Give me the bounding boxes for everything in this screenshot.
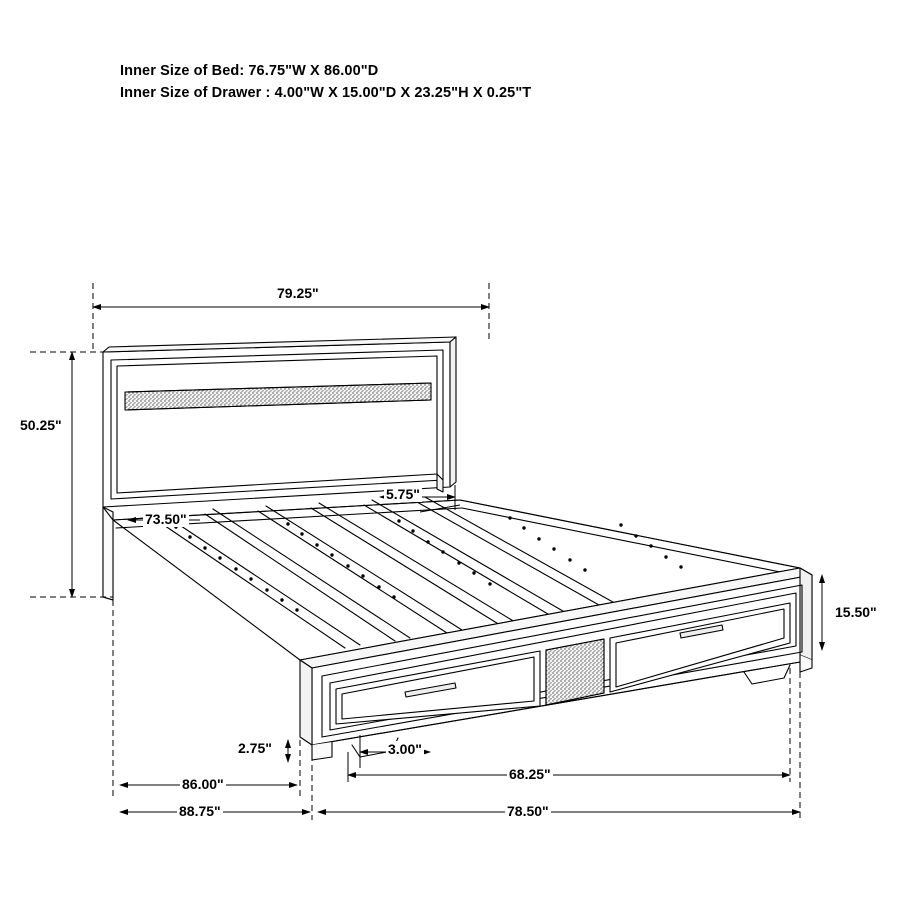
dim-side-rail-bottom: 2.75" bbox=[238, 740, 272, 756]
dim-foot-inner-width: 68.25" bbox=[509, 766, 551, 782]
dim-footboard-height: 15.50" bbox=[835, 604, 877, 620]
dim-headboard-height: 50.25" bbox=[20, 417, 62, 433]
note-bed-inner-size: Inner Size of Bed: 76.75"W X 86.00"D bbox=[120, 63, 379, 79]
dim-side-length-inner: 86.00" bbox=[182, 776, 224, 792]
dim-side-length-outer: 88.75" bbox=[179, 803, 221, 819]
dim-foot-clearance: 3.00" bbox=[388, 741, 422, 757]
dim-headboard-inner-width: 73.50" bbox=[145, 511, 187, 527]
dim-rail-offset: 5.75" bbox=[386, 486, 420, 502]
dim-foot-outer-width: 78.50" bbox=[507, 803, 549, 819]
note-drawer-inner-size: Inner Size of Drawer : 4.00"W X 15.00"D X 23.25"H X 0.25"T bbox=[120, 85, 532, 101]
dim-headboard-width: 79.25" bbox=[277, 285, 319, 301]
